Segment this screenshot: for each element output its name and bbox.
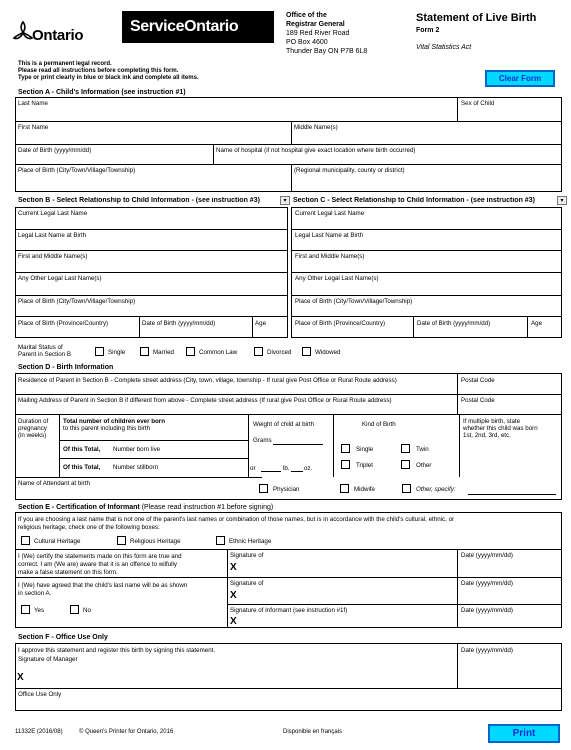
section-d-title: Section D - Birth Information [18, 364, 114, 371]
address-line-2: PO Box 4600 [286, 39, 328, 46]
b-dob-field[interactable]: Date of Birth (yyyy/mm/dd) [142, 320, 216, 327]
date-field-2[interactable]: Date (yyyy/mm/dd) [461, 580, 513, 587]
child-dob-field[interactable]: Date of Birth (yyyy/mm/dd) [18, 147, 92, 154]
intro-line-2: Please read all instructions before completing this form. [18, 68, 179, 74]
section-b-relationship-dropdown[interactable]: ▾ [280, 196, 290, 205]
duration-label-1: Duration of [18, 418, 49, 425]
kind-single-checkbox[interactable] [341, 444, 350, 453]
form-number: Form 2 [416, 27, 440, 34]
address-line-3: Thunder Bay ON P7B 6L8 [286, 48, 368, 55]
marital-divorced-checkbox[interactable] [254, 347, 263, 356]
attendant-other-checkbox[interactable] [402, 484, 411, 493]
signature-x-2: X [230, 590, 237, 601]
yes-checkbox[interactable] [21, 605, 30, 614]
signature-x-1: X [230, 562, 237, 573]
signature-of-field-1[interactable]: Signature of [230, 552, 264, 559]
address-line-1: 189 Red River Road [286, 30, 350, 37]
section-e-title-note: (Please read instruction #1 before signing) [141, 504, 274, 511]
c-place-city-field[interactable]: Place of Birth (City/Town/Village/Township) [295, 298, 413, 305]
clear-form-button[interactable]: Clear Form [485, 70, 555, 87]
religious-heritage-label: Religious Heritage [130, 538, 181, 545]
marital-single-label: Single [108, 349, 126, 356]
c-place-prov-field[interactable]: Place of Birth (Province/Country) [295, 320, 386, 327]
section-c-title: Section C - Select Relationship to Child Information - (see instruction #3) [293, 197, 535, 204]
kind-of-birth-label: Kind of Birth [362, 421, 396, 428]
attendant-other-label: Other, specify: [416, 486, 456, 493]
section-e-title-text: Section E - Certification of Informant [18, 504, 140, 511]
section-f-date-field[interactable]: Date (yyyy/mm/dd) [461, 647, 513, 654]
office-use-only-field[interactable]: Office Use Only [18, 691, 62, 698]
ethnic-heritage-checkbox[interactable] [216, 536, 225, 545]
first-name-field[interactable]: First Name [18, 124, 49, 131]
intro-line-3: Type or print clearly in blue or black ink and complete all items. [18, 75, 199, 81]
agreed-line-1: I (We) have agreed that the child's last name will be as shown [18, 582, 188, 589]
born-live-label: Number born live [113, 446, 161, 453]
choosing-line-2: religious heritage, check one of the following boxes. [18, 524, 160, 531]
weight-label: Weight of child at birth [253, 421, 315, 428]
service-ontario-wordmark: ServiceOntario [130, 18, 239, 35]
yes-label: Yes [34, 607, 45, 614]
place-of-birth-field[interactable]: Place of Birth (City/Town/Village/Township) [18, 167, 136, 174]
total-children-label-2: to this parent including this birth [63, 425, 151, 432]
or-label: or [250, 465, 256, 472]
date-field-3[interactable]: Date (yyyy/mm/dd) [461, 607, 513, 614]
b-place-city-field[interactable]: Place of Birth (City/Town/Village/Township) [18, 298, 136, 305]
print-button[interactable]: Print [488, 724, 560, 743]
intro-line-1: This is a permanent legal record. [18, 61, 112, 67]
office-title: Office of the Registrar General [286, 12, 345, 28]
kind-other-label: Other [416, 462, 432, 469]
french-available: Disponible en français [283, 729, 343, 735]
date-field-1[interactable]: Date (yyyy/mm/dd) [461, 552, 513, 559]
section-a-title: Section A - Child's Information (see instruction #1) [18, 89, 186, 96]
intro-notes [18, 61, 199, 82]
b-legal-last-at-birth-field[interactable]: Legal Last Name at Birth [18, 232, 87, 239]
grams-label: Grams [253, 437, 272, 444]
oz-label: oz. [304, 465, 313, 472]
marital-common-law-label: Common Law [199, 349, 238, 356]
b-place-prov-field[interactable]: Place of Birth (Province/Country) [18, 320, 109, 327]
b-first-middle-field[interactable]: First and Middle Name(s) [18, 253, 88, 260]
marital-married-checkbox[interactable] [140, 347, 149, 356]
ethnic-heritage-label: Ethnic Heritage [229, 538, 272, 545]
c-age-field[interactable]: Age [531, 320, 543, 327]
kind-other-checkbox[interactable] [401, 460, 410, 469]
kind-triplet-checkbox[interactable] [341, 460, 350, 469]
section-f-title: Section F - Office Use Only [18, 634, 108, 641]
b-age-field[interactable]: Age [255, 320, 267, 327]
marital-label-2: Parent in Section B [18, 351, 71, 358]
marital-label-1: Marital Status of [18, 344, 63, 351]
postal-code-2-field[interactable]: Postal Code [461, 397, 495, 404]
duration-label-2: pregnancy [18, 425, 47, 432]
multiple-birth-label-1: If multiple birth, state [463, 418, 521, 425]
cultural-heritage-label: Cultural Heritage [34, 538, 81, 545]
of-this-total-label-1: Of this Total, [63, 446, 101, 453]
c-first-middle-field[interactable]: First and Middle Name(s) [295, 253, 365, 260]
act-name: Vital Statistics Act [416, 44, 472, 51]
marital-common-law-checkbox[interactable] [186, 347, 195, 356]
stillborn-label: Number stillborn [113, 464, 159, 471]
ontario-logo [12, 18, 107, 46]
multiple-birth-label-3: 1st, 2nd, 3rd, etc. [463, 432, 511, 439]
middle-names-field[interactable]: Middle Name(s) [294, 124, 338, 131]
manager-signature-x: X [17, 672, 24, 683]
c-legal-last-at-birth-field[interactable]: Legal Last Name at Birth [295, 232, 364, 239]
section-c-relationship-dropdown[interactable]: ▾ [557, 196, 567, 205]
total-children-label-1: Total number of children ever born [63, 418, 165, 425]
residence-field[interactable]: Residence of Parent in Section B - Complete street address (City, town, village, township - If rural give Post Office or Rural Route address) [18, 377, 397, 384]
form-title: Statement of Live Birth [416, 12, 537, 24]
ontario-wordmark: Ontario [32, 27, 84, 44]
sex-of-child-field[interactable]: Sex of Child [461, 100, 495, 107]
of-this-total-label-2: Of this Total, [63, 464, 101, 471]
signature-of-field-2[interactable]: Signature of [230, 580, 264, 587]
midwife-label: Midwife [354, 486, 375, 493]
lb-input-line[interactable] [261, 471, 281, 472]
marital-widowed-label: Widowed [315, 349, 341, 356]
c-other-legal-last-field[interactable]: Any Other Legal Last Name(s) [295, 275, 379, 282]
b-current-legal-last-field[interactable]: Current Legal Last Name [18, 210, 88, 217]
b-other-legal-last-field[interactable]: Any Other Legal Last Name(s) [18, 275, 102, 282]
approve-text: I approve this statement and register this birth by signing this statement. [18, 647, 216, 654]
attendant-field[interactable]: Name of Attendant at birth [18, 480, 90, 487]
hospital-field[interactable]: Name of hospital (if not hospital give exact location where birth occurred) [216, 147, 416, 154]
midwife-checkbox[interactable] [340, 484, 349, 493]
section-b-title: Section B - Select Relationship to Child Information - (see instruction #3) [18, 197, 260, 204]
kind-twin-label: Twin [416, 446, 429, 453]
certify-line-2: correct. I am (We are) aware that it is an offence to wilfully [18, 561, 177, 568]
kind-twin-checkbox[interactable] [401, 444, 410, 453]
signature-x-3: X [230, 616, 237, 627]
physician-checkbox[interactable] [259, 484, 268, 493]
c-current-legal-last-field[interactable]: Current Legal Last Name [295, 210, 365, 217]
physician-label: Physician [273, 486, 300, 493]
kind-triplet-label: Triplet [356, 462, 373, 469]
religious-heritage-checkbox[interactable] [117, 536, 126, 545]
no-label: No [83, 607, 91, 614]
oz-input-line[interactable] [291, 471, 303, 472]
kind-single-label: Single [356, 446, 374, 453]
duration-label-3: (in weeks) [18, 432, 47, 439]
service-ontario-logo [122, 11, 274, 43]
signature-informant-field[interactable]: Signature of Informant (see instruction #1f) [230, 607, 348, 614]
office-address [286, 11, 396, 56]
last-name-field[interactable]: Last Name [18, 100, 48, 107]
attendant-other-input-line[interactable] [468, 494, 556, 495]
certify-line-1: I (We) certify the statements made on this form are true and [18, 553, 182, 560]
signature-manager-field[interactable]: Signature of Manager [18, 656, 78, 663]
cultural-heritage-checkbox[interactable] [21, 536, 30, 545]
marital-widowed-checkbox[interactable] [302, 347, 311, 356]
no-checkbox[interactable] [70, 605, 79, 614]
regional-field[interactable]: (Regional municipality, county or district) [294, 167, 405, 174]
c-dob-field[interactable]: Date of Birth (yyyy/mm/dd) [417, 320, 491, 327]
marital-married-label: Married [153, 349, 174, 356]
agreed-line-2: in section A. [18, 590, 52, 597]
postal-code-1-field[interactable]: Postal Code [461, 377, 495, 384]
lb-label: lb. [283, 465, 290, 472]
trillium-icon [12, 20, 34, 44]
certify-line-3: make a false statement on this form. [18, 569, 118, 576]
mailing-field[interactable]: Mailing Address of Parent in Section B if different from above - Complete street address (If rural give Post Office or Rural Route address) [18, 397, 392, 404]
marital-single-checkbox[interactable] [95, 347, 104, 356]
multiple-birth-label-2: whether this child was born [463, 425, 538, 432]
copyright: © Queen's Printer for Ontario, 2016 [79, 729, 174, 735]
section-e-title [18, 504, 273, 512]
grams-input-line[interactable] [273, 444, 323, 445]
form-code: 11332E (2016/08) [15, 729, 63, 735]
choosing-line-1: If you are choosing a last name that is not one of the parent's last names or combination of those names, but is in accordance with the child's cultural, ethnic, or [18, 516, 455, 523]
marital-divorced-label: Divorced [267, 349, 292, 356]
